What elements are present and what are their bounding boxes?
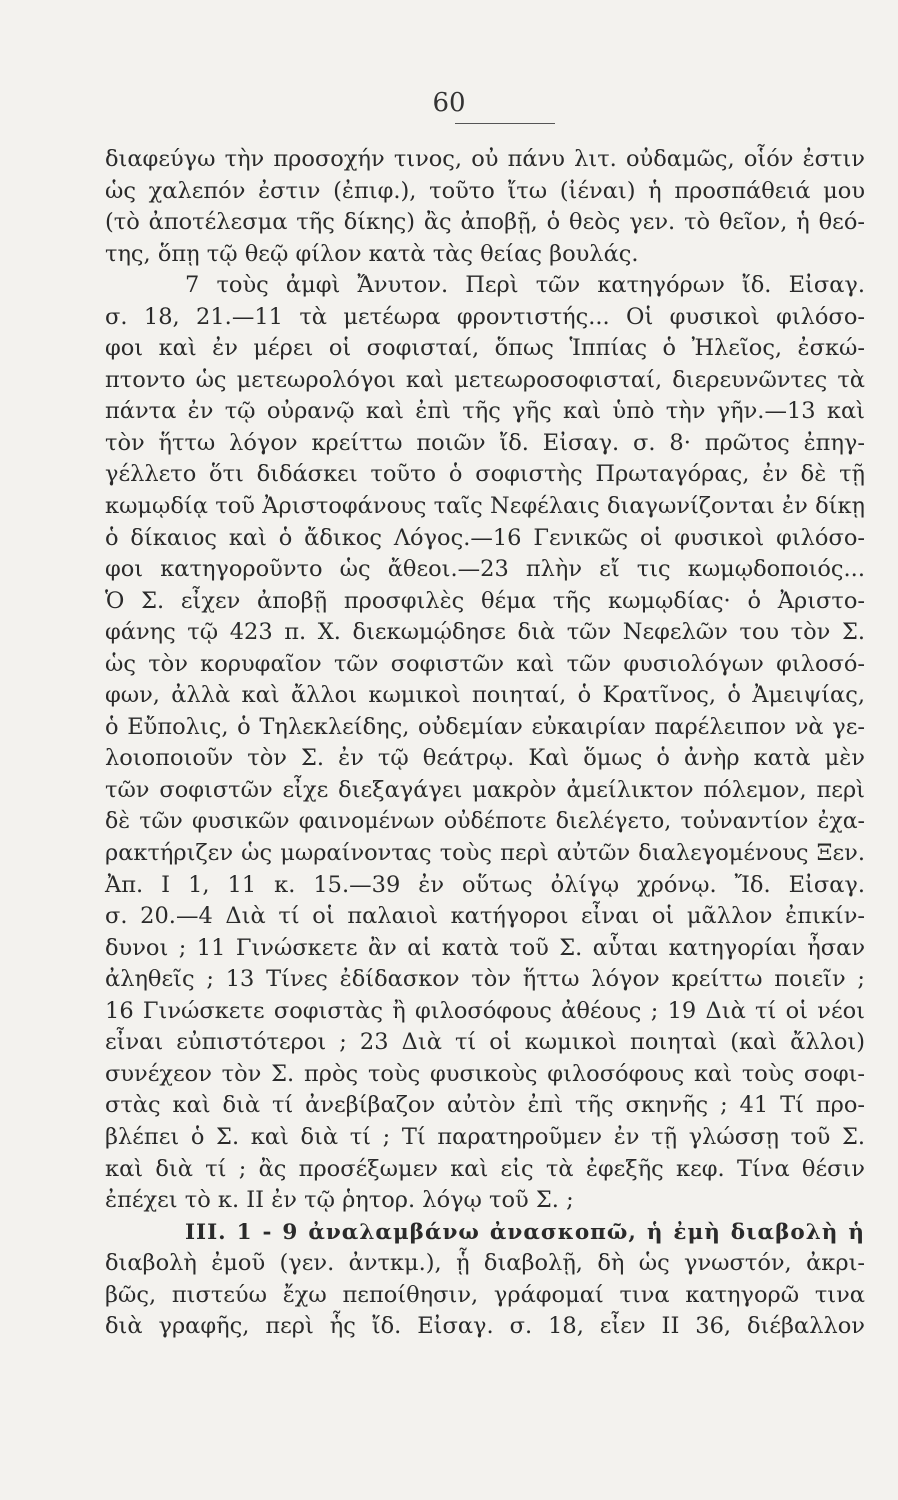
text-line: ὡς τὸν κορυφαῖον τῶν σοφιστῶν καὶ τῶν φυσιολόγων φιλοσό- — [105, 650, 865, 677]
text-line: 7 τοὺς ἀμφὶ Ἄνυτον. Περὶ τῶν κατηγόρων ἴδ. Εἰσαγ. — [185, 272, 865, 299]
text-line: ἐπέχει τὸ κ. II ἐν τῷ ῥητορ. λόγῳ τοῦ Σ. ; — [105, 1187, 574, 1214]
text-line: Ὁ Σ. εἶχεν ἀποβῇ προσφιλὲς θέμα τῆς κωμῳδίας· ὁ Ἀριστο- — [105, 587, 865, 614]
text-line: εἶναι εὐπιστότεροι ; 23 Διὰ τί οἱ κωμικοὶ ποιηταὶ (καὶ ἄλλοι) — [105, 1029, 865, 1056]
text-line: διαβολὴ ἐμοῦ (γεν. ἀντκμ.), ᾗ διαβολῇ, δὴ ὡς γνωστόν, ἀκρι- — [105, 1250, 865, 1277]
text-line: δὲ τῶν φυσικῶν φαινομένων οὐδέποτε διελέγετο, τοὐναντίον ἐχα- — [105, 809, 865, 835]
text-line: της, ὅπῃ τῷ θεῷ φίλον κατὰ τὰς θείας βουλάς. — [105, 240, 639, 267]
text-line: διὰ γραφῆς, περὶ ἧς ἴδ. Εἰσαγ. σ. 18, εἶεν II 36, διέβαλλον — [105, 1313, 865, 1340]
page-number-rule — [455, 123, 555, 124]
section-heading-line: III. 1 - 9 ἀναλαμβάνω ἀνασκοπῶ, ἡ ἐμὴ διαβολὴ ἡ — [185, 1219, 865, 1245]
text-line: καὶ διὰ τί ; ἂς προσέξωμεν καὶ εἰς τὰ ἐφεξῆς κεφ. Τίνα θέσιν — [105, 1155, 865, 1182]
text-line: τὸν ἥττω λόγον κρείττω ποιῶν ἴδ. Εἰσαγ. σ. 8· πρῶτος ἐπηγ- — [105, 429, 865, 456]
text-line: δυνοι ; 11 Γινώσκετε ἂν αἱ κατὰ τοῦ Σ. αὗται κατηγορίαι ἦσαν — [105, 934, 865, 961]
text-line: βῶς, πιστεύω ἔχω πεποίθησιν, γράφομαί τινα κατηγορῶ τινα — [105, 1281, 865, 1308]
text-line: φων, ἀλλὰ καὶ ἄλλοι κωμικοὶ ποιηταί, ὁ Κρατῖνος, ὁ Ἀμειψίας, — [105, 682, 865, 709]
text-line: Ἀπ. I 1, 11 κ. 15.—39 ἐν οὕτως ὀλίγῳ χρόνῳ. Ἴδ. Εἰσαγ. — [105, 871, 865, 898]
text-line: κωμῳδίᾳ τοῦ Ἀριστοφάνους ταῖς Νεφέλαις διαγωνίζονται ἐν δίκῃ — [105, 493, 865, 520]
text-line: σ. 18, 21.—11 τὰ μετέωρα φροντιστής... Οἱ φυσικοὶ φιλόσο- — [105, 303, 865, 330]
text-line: γέλλετο ὅτι διδάσκει τοῦτο ὁ σοφιστὴς Πρωταγόρας, ἐν δὲ τῇ — [105, 461, 865, 488]
text-line: σ. 20.—4 Διὰ τί οἱ παλαιοὶ κατήγοροι εἶναι οἱ μᾶλλον ἐπικίν- — [105, 903, 865, 930]
text-line: φοι καὶ ἐν μέρει οἱ σοφισταί, ὅπως Ἱππίας ὁ Ἠλεῖος, ἐσκώ- — [105, 335, 865, 362]
text-line: φοι κατηγοροῦντο ὡς ἄθεοι.—23 πλὴν εἴ τις κωμῳδοποιός... — [105, 556, 865, 583]
text-line: ρακτήριζεν ὡς μωραίνοντας τοὺς περὶ αὐτῶν διαλεγομένους Ξεν. — [105, 840, 865, 867]
text-line: (τὸ ἀποτέλεσμα τῆς δίκης) ἂς ἀποβῇ, ὁ θεὸς γεν. τὸ θεῖον, ἡ θεό- — [105, 209, 865, 236]
text-line: στὰς καὶ διὰ τί ἀνεβίβαζον αὐτὸν ἐπὶ τῆς σκηνῆς ; 41 Τί προ- — [105, 1092, 865, 1119]
text-line: λοιοποιοῦν τὸν Σ. ἐν τῷ θεάτρῳ. Καὶ ὅμως ὁ ἀνὴρ κατὰ μὲν — [105, 745, 865, 772]
page-number: 60 — [432, 88, 466, 118]
text-line: φάνης τῷ 423 π. Χ. διεκωμῴδησε διὰ τῶν Νεφελῶν του τὸν Σ. — [105, 619, 865, 646]
text-line: διαφεύγω τὴν προσοχήν τινος, οὐ πάνυ λιτ. οὐδαμῶς, οἷόν ἐστιν — [105, 146, 865, 172]
text-line: τῶν σοφιστῶν εἶχε διεξαγάγει μακρὸν ἀμείλικτον πόλεμον, περὶ — [105, 776, 865, 803]
text-line: ὁ δίκαιος καὶ ὁ ἄδικος Λόγος.—16 Γενικῶς οἱ φυσικοὶ φιλόσο- — [105, 524, 865, 551]
text-line: ὡς χαλεπόν ἐστιν (ἐπιφ.), τοῦτο ἴτω (ἰέναι) ἡ προσπάθειά μου — [105, 177, 865, 204]
text-line: συνέχεον τὸν Σ. πρὸς τοὺς φυσικοὺς φιλοσόφους καὶ τοὺς σοφι- — [105, 1060, 865, 1087]
text-line: ὁ Εὔπολις, ὁ Τηλεκλείδης, οὐδεμίαν εὐκαιρίαν παρέλειπον νὰ γε- — [105, 713, 865, 740]
text-line: πάντα ἐν τῷ οὐρανῷ καὶ ἐπὶ τῆς γῆς καὶ ὑπὸ τὴν γῆν.—13 καὶ — [105, 398, 865, 425]
commentary-text — [105, 144, 865, 1343]
text-line: βλέπει ὁ Σ. καὶ διὰ τί ; Τί παρατηροῦμεν ἐν τῇ γλώσσῃ τοῦ Σ. — [105, 1123, 865, 1150]
text-line: 16 Γινώσκετε σοφιστὰς ἢ φιλοσόφους ἀθέους ; 19 Διὰ τί οἱ νέοι — [105, 997, 865, 1024]
text-line: ἀληθεῖς ; 13 Τίνες ἐδίδασκον τὸν ἥττω λόγον κρείττω ποιεῖν ; — [105, 966, 865, 993]
text-line: πτοντο ὡς μετεωρολόγοι καὶ μετεωροσοφισταί, διερευνῶντες τὰ — [105, 366, 865, 393]
